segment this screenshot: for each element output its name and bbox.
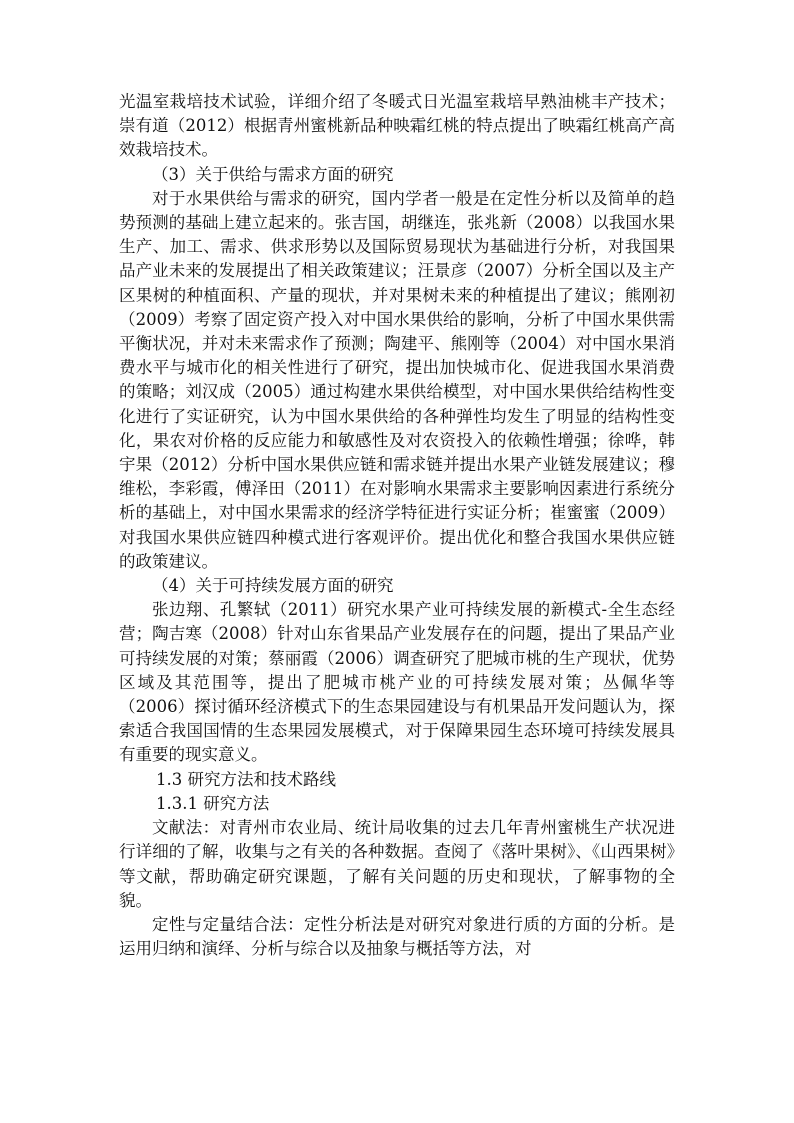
document-page bbox=[119, 90, 675, 961]
paragraph-supply-demand: 对于水果供给与需求的研究，国内学者一般是在定性分析以及简单的趋势预测的基础上建立起来的。张吉国，胡继连，张兆新（2008）以我国水果生产、加工、需求、供求形势以及国际贸易现状为基础进行分析，对我国果品产业未来的发展提出了相关政策建议；汪景彦（2007）分析全国以及主产区果树的种植面积、产量的现状，并对果树未来的种植提出了建议；熊刚初（2009）考察了固定资产投入对中国水果供给的影响，分析了中国水果供需平衡状况，并对未来需求作了预测；陶建平、熊刚等（2004）对中国水果消费水平与城市化的相关性进行了研究，提出加快城市化、促进我国水果消费的策略；刘汉成（2005）通过构建水果供给模型，对中国水果供给结构性变化进行了实证研究，认为中国水果供给的各种弹性均发生了明显的结构性变化，果农对价格的反应能力和敏感性及对农资投入的依赖性增强；徐哗，韩宇果（2012）分析中国水果供应链和需求链并提出水果产业链发展建议；穆维松，李彩霞，傅泽田（2011）在对影响水果需求主要影响因素进行系统分析的基础上，对中国水果需求的经济学特征进行实证分析；崔蜜蜜（2009）对我国水果供应链四种模式进行客观评价。提出优化和整合我国水果供应链的政策建议。 bbox=[119, 188, 675, 571]
paragraph-qualitative-quantitative: 定性与定量结合法：定性分析法是对研究对象进行质的方面的分析。是运用归纳和演绎、分析与综合以及抽象与概括等方法，对 bbox=[119, 914, 675, 959]
paragraph-continuation: 光温室栽培技术试验，详细介绍了冬暖式日光温室栽培早熟油桃丰产技术；崇有道（2012）根据青州蜜桃新品种映霜红桃的特点提出了映霜红桃高产高效栽培技术。 bbox=[119, 92, 675, 160]
paragraph-literature-method: 文献法：对青州市农业局、统计局收集的过去几年青州蜜桃生产状况进行详细的了解，收集与之有关的各种数据。查阅了《落叶果树》、《山西果树》等文献，帮助确定研究课题，了解有关问题的历史和现状，了解事物的全貌。 bbox=[119, 818, 675, 910]
subheading-sustainability: （4）关于可持续发展方面的研究 bbox=[152, 576, 394, 596]
section-heading-1-3-1: 1.3.1 研究方法 bbox=[156, 793, 270, 813]
paragraph-sustainability: 张边翔、孔繁轼（2011）研究水果产业可持续发展的新模式-全生态经营；陶吉寒（2008）针对山东省果品产业发展存在的问题，提出了果品产业可持续发展的对策；蔡丽霞（2006）调查研究了肥城市桃的生产现状，优势区域及其范围等，提出了肥城市桃产业的可持续发展对策；丛佩华等（2006）探讨循环经济模式下的生态果园建设与有机果品开发问题认为，探索适合我国国情的生态果园发展模式，对于保障果园生态环境可持续发展具有重要的现实意义。 bbox=[119, 600, 675, 765]
subheading-supply-demand: （3）关于供给与需求方面的研究 bbox=[152, 164, 394, 184]
section-heading-1-3: 1.3 研究方法和技术路线 bbox=[156, 769, 336, 789]
